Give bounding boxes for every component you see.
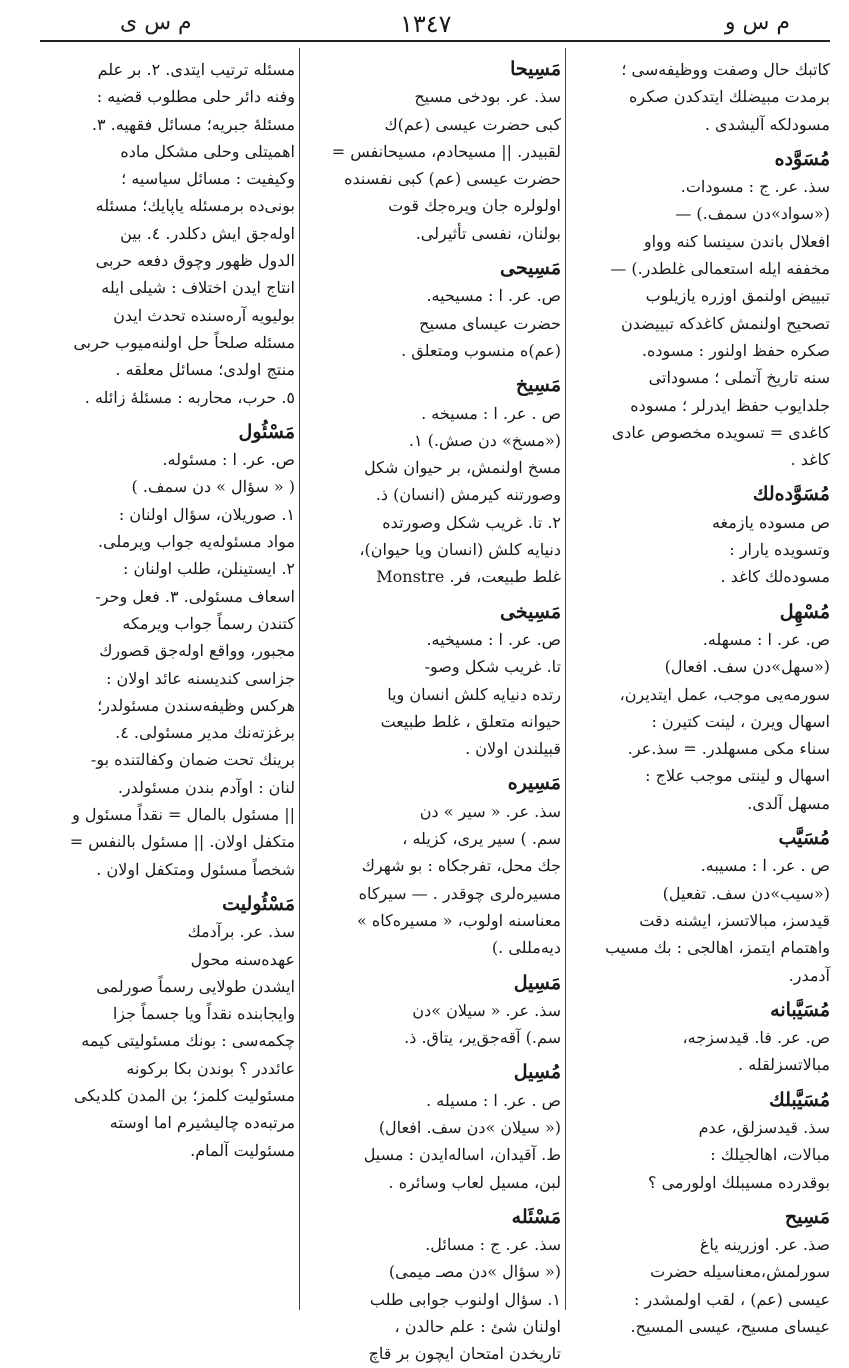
dictionary-entry [303, 770, 561, 961]
entry-text: كاتبك حال وصفت ووظيفه‌سى ؛ برمدت مبيضلك ايتدكدن صكره مسودلكه آليشدى . [621, 60, 830, 134]
entry-text: ص. عر. ا : مسئوله. ( « سؤال » دن سمف. ) ١. صوريلان، سؤال اولنان : مواد مسئوله‌يه جواب ويرملى. ٢. ايستينلن، طلب اولنان : اسعاف مسئولى. ٣. فعل وحر- كتندن رسماً جواب ويرمكه مجبور، وواقع اوله‌جق قصورك جزاسى كنديسنه عائد اولان : هركس وظيفه‌سندن مسئولدر؛ برغزته‌نك مدير مسئولى. ٤. برينك تحت ضمان وكفالتنده بو- لنان : اوآدم بندن مسئولدر. || مسئول بالمال = نقداً مسئول و متكفل اولان. || مسئول بالنفس = شخصاً مسئول ومتكفل اولان . [69, 450, 295, 879]
headword: مَسِيره [507, 772, 561, 795]
entry-text: سذ. عر. ج : مسائل. (« سؤال »دن مصـ ميمى) ١. سؤال اولنوب جوابى طلب اولنان شئ : علم حالدن ، تاريخدن امتحان ايچون بر قاچ [368, 1235, 561, 1364]
header-rule [40, 40, 830, 42]
column-middle [303, 48, 561, 1364]
entry-text: ص . عر. ا : مسيبه. («سيب»دن سف. تفعيل) قيدسز، مبالاتسز، ايشنه دقت واهتمام ايتمز، اهالجى : بك مسيب آدمدر. [605, 856, 830, 985]
entry-text: ص. عر. ا : مسيخيه. تا. غريب شكل وصو- رتده دنيايه كلش انسان ويا حيوانه متعلق ، غلط طبيعت قبيلندن اولان . [380, 629, 561, 759]
dictionary-entry [570, 825, 830, 989]
headword: مَسِيل [513, 971, 561, 994]
headword: مَسْئَله [511, 1205, 561, 1228]
dictionary-entry [40, 419, 295, 883]
entry-text: سذ. قيدسزلق، عدم مبالات، اهالجيلك : بوقدرده مسيبلك اولورمى ؟ [648, 1117, 830, 1192]
entry-text: سذ. عر. « سير » دن سم. ) سير يرى، كزيله ، جك محل، تفرجكاه : بو شهرك مسيره‌لرى چوقدر . — سيركاه معناسنه اولوب، « مسيره‌كاه » ديه‌مللى .) [356, 801, 561, 958]
headword: مَسْئُوليت [222, 892, 295, 915]
dictionary-entry [570, 56, 830, 138]
entry-text: ص. عر. ا : مسهله. («سهل»دن سف. افعال) سورمه‌يى موجب، عمل ايتديرن، اسهال ويرن ، لينت كتيرن : سناء مكى مسهلدر. = سذ.عر. اسهال و لينتى موجب علاج : مسهل آلدى. [619, 629, 830, 813]
headword: مُسِيل [513, 1061, 561, 1084]
dictionary-entry [570, 1204, 830, 1340]
headword: مُسَوَّده‌لك [752, 483, 830, 506]
entry-text: ص . عر. ا : مسيله . (« سيلان »دن سف. افعال) ط. آقيدان، اساله‌ايدن : مسيل لبن، مسيل لعاب وسائره . [363, 1090, 561, 1192]
dictionary-entry [303, 255, 561, 364]
entry-text: ص. عر. فا. قيدسزجه، مبالاتسزلقله . [682, 1028, 830, 1075]
headword: مَسِيحى [500, 257, 561, 280]
headword: مَسِيخى [500, 600, 561, 623]
page-number: ١٣٤٧ [400, 10, 452, 38]
dictionary-entry [570, 599, 830, 817]
headword: مُسَيَّب [778, 827, 830, 850]
left-guide-word: م س ى [120, 10, 192, 35]
headword: مَسْئُول [238, 420, 295, 443]
dictionary-entry [303, 970, 561, 1052]
headword: مُسَوَّده [774, 147, 830, 170]
entry-text: مسئله ترتيب ايتدى. ٢. بر علم وفنه دائر حلى مطلوب قضيه : مسئلهٔ جبريه؛ مسائل فقهيه. ٣. اهميتلى وحلى مشكل ماده وكيفيت : مسائل سياسيه ؛ بونى‌ده برمسئله ياپايك؛ مسئله اوله‌جق ايش دكلدر. ٤. بين الدول ظهور وچوق دفعه حربى انتاج ايدن اختلاف : شيلى ايله بوليويه آره‌سنده تحدث ايدن مسئله صلحاً حل اولنه‌ميوب حربى منتج اولدى؛ مسائل معلقه . ٥. حرب، محاربه : مسئلهٔ زائله . [73, 60, 295, 407]
headword: مُسَيَّبانه [770, 998, 830, 1021]
page-header [40, 6, 830, 40]
headword: مَسِيح [784, 1205, 830, 1228]
entry-text: سذ. عر. بودخى مسيح كبى حضرت عيسى (عم)ك لقبيدر. || مسيحادم، مسيحانفس = حضرت عيسى (عم) كبى نفسنده اولولره جان ويره‌جك قوت بولنان، نفسى تأثيرلى. [331, 87, 561, 243]
dictionary-entry [570, 481, 830, 590]
headword: مُسْهِل [779, 600, 830, 623]
dictionary-entry [570, 997, 830, 1079]
dictionary-entry [303, 372, 561, 590]
dictionary-entry [570, 146, 830, 474]
entry-text: سذ. عر. ج : مسودات. («سواد»دن سمف.) — افعلال باندن سينسا كنه وواو مخففه ايله استعمالى غلطدر.) — تبييض اولنمق اوزره يازيلوب تصحيح اولنمش كاغدكه تبييضدن صكره حفظ اولنور : مسوده. سنه تاريخ آتملى ؛ مسوداتى جلدايوب حفظ ايدرلر ؛ مسوده كاغدى = تسويده مخصوص عادى كاغد . [610, 177, 830, 470]
dictionary-entry [303, 56, 561, 247]
entry-text: ص . عر. ا : مسيخه . («مسخ» دن صش.) ١. مسخ اولنمش، بر حيوان شكل وصورتنه كيرمش (انسان) ذ. ٢. تا. غريب شكل وصورتده دنيايه كلش (انسان ويا حيوان)، غلط طبيعت، فر. Monstre [359, 403, 561, 587]
entry-text: سذ. عر. برآدمك عهده‌سنه محول ايشدن طولايى رسماً صورلمى وايجابنده نقداً ويا جسماً جزا چكمه‌سى : بونك مسئوليتى كيمه عائددر ؟ بوندن بكا بركونه مسئوليت كلمز؛ بن المدن كلديكى مرتبه‌ده چاليشيرم اما اوسته مسئوليت آلمام. [73, 922, 295, 1160]
entry-text: ص مسوده يازمغه وتسويده يارار : مسوده‌لك كاغد . [711, 512, 830, 587]
entry-text: صذ. عر. اوزرينه ياغ سورلمش،معناسيله حضرت عيسى (عم) ، لقب اولمشدر : عيساى مسيح، عيسى المسيح. [630, 1235, 830, 1337]
right-guide-word: م س و [724, 10, 790, 35]
entry-text: سذ. عر. « سيلان »دن سم.) آقه‌جق‌ير، يتاق. ذ. [404, 1000, 561, 1048]
headword: مُسَيَّبلك [769, 1088, 830, 1111]
column-divider [565, 48, 566, 1310]
dictionary-entry [303, 1059, 561, 1195]
headword: مَسِيحا [510, 58, 561, 80]
dictionary-entry [40, 891, 295, 1164]
headword: مَسِيخ [515, 374, 561, 397]
dictionary-entry [303, 599, 561, 763]
column-right [570, 48, 830, 1337]
dictionary-entry [570, 1087, 830, 1196]
column-left [40, 48, 295, 1310]
column-divider [299, 48, 300, 1310]
dictionary-entry [303, 1204, 561, 1368]
dictionary-entry [40, 56, 295, 411]
entry-text: ص. عر. ا : مسيحيه. حضرت عيساى مسيح (عم)ه منسوب ومتعلق . [401, 286, 561, 360]
